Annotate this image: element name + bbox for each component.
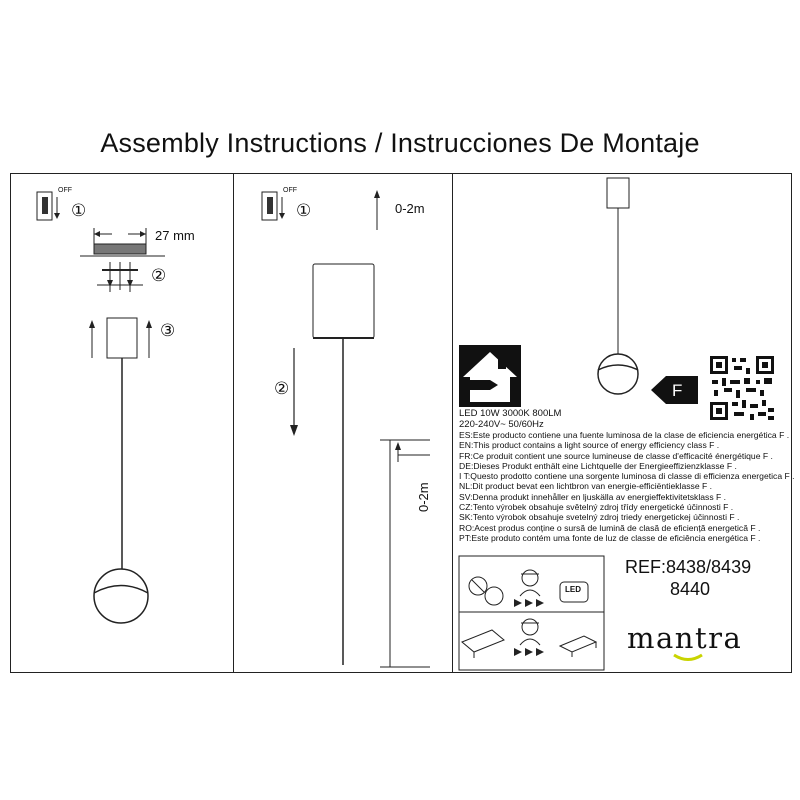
replace-bulb-icon [469,577,503,605]
pull-arrow [290,348,298,436]
spec-lang-de: DE:Dieses Produkt enthält eine Lichtquelle der Energieeffizienzklasse F . [459,460,737,471]
spec-lang-fr: FR:Ce produit contient une source lumineuse de classe d'efficacité énergétique F . [459,450,773,461]
spec-power: LED 10W 3000K 800LM [459,408,562,419]
switch-off-label-2: OFF [283,187,297,194]
spec-lang-ro: RO:Acest produs conține o sursă de lumină de clasă de eficiență energetică F . [459,522,761,533]
spec-lang-sv: SV:Denna produkt innehåller en ljuskälla av energieffektivitetsklass F . [459,491,727,502]
step-1-marker-2: ① [296,201,312,220]
spec-lang-pt: PT:Este produto contém uma fonte de luz de classe de eficiência energética F . [459,532,761,543]
step-3-marker: ③ [160,321,176,340]
house-light-icon [459,345,521,407]
reference-numbers [625,556,751,600]
driver-box-icon [560,636,596,657]
technician-icon-2 [520,619,540,645]
spec-lang-it: I T:Questo prodotto contiene una sorgente luminosa di classe di efficienza energetica F . [459,471,795,482]
technician-icon [520,570,540,596]
spec-lang-es: ES:Este producto contiene una fuente luminosa de la clase de eficiencia energética F . [459,430,790,440]
step-2-marker: ② [151,266,167,285]
canopy-with-sphere-small [89,318,152,623]
ref-line-2: 8440 [670,579,711,599]
step-2-marker-2: ② [274,379,290,398]
spec-lang-nl: NL:Dit product bevat een lichtbron van energie-efficiëntieklasse F . [459,481,713,492]
wall-switch-icon-2 [262,192,285,220]
spec-lang-en: EN:This product contains a light source of energy efficiency class F . [459,440,720,451]
spec-lang-sk: SK:Tento výrobok obsahuje svetelný zdroj triedy energetickej účinnosti F . [459,512,740,523]
cable-length-label: 0-2m [416,482,431,512]
spec-lang-cz: CZ:Tento výrobek obsahuje světelný zdroj třídy energetické účinnosti F . [459,502,734,513]
spec-block [459,408,795,543]
driver-unit-icon [462,630,504,658]
pendant-lamp-icon [598,178,638,394]
energy-class-letter: F [672,381,683,400]
ref-line-1: REF:8438/8439 [625,557,752,577]
wall-switch-icon [37,192,60,220]
sequence-arrows-icon [514,599,544,656]
disposal-info-box [459,556,604,670]
height-arrow-top [374,190,380,230]
cable-length-dimension [380,440,430,667]
canopy-large [313,264,374,665]
led-badge: LED [565,585,581,594]
brand-logo: mantra [627,621,743,655]
switch-off-label: OFF [58,187,72,194]
dimension-label: 27 mm [155,228,195,243]
ceiling-plate-icon [80,228,165,256]
brand-smile-icon [674,655,702,660]
spec-voltage: 220-240V~ 50/60Hz [459,419,544,430]
page-title: Assembly Instructions / Instrucciones De Montaje [100,128,700,158]
height-adjust-label: 0-2m [395,201,425,216]
step-1-marker: ① [71,201,87,220]
mounting-bracket-icon [97,262,143,292]
